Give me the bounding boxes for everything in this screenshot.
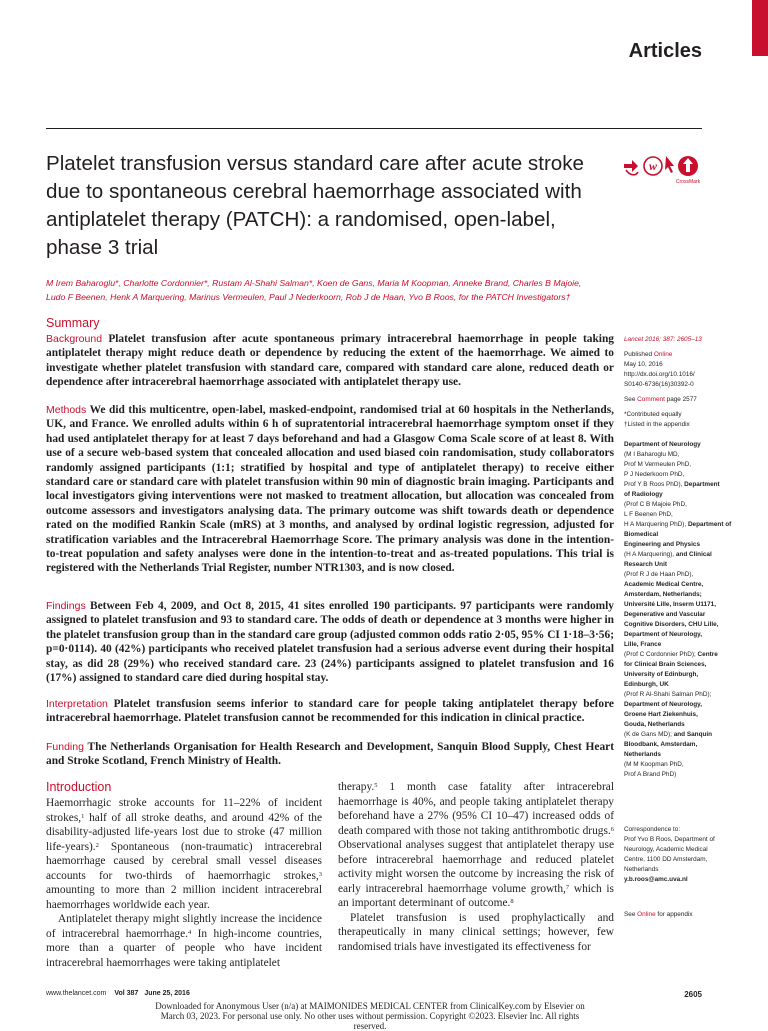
appendix-line [624,910,738,920]
sidebar-appendix-note [624,910,738,920]
affiliation-line: (Prof R J de Haan PhD), [624,571,694,578]
section-label: Articles [628,40,702,62]
sidebar-affiliations [624,440,738,780]
affiliation-line: Prof A Brand PhD) [624,771,677,778]
affiliation-line [624,550,738,560]
affiliation-line: for Clinical Brain Sciences, [624,661,707,668]
contributed-note: *Contributed equally [624,411,682,418]
affiliation-line [624,650,738,660]
funding-text: The Netherlands Organisation for Health Research and Development, Sanquin Blood Supply, Chest Heart and Stroke Scotland, French Ministry of Health. [46,741,614,768]
see-comment-line [624,395,738,405]
affiliation-line: Université Lille, Inserm U1171, [624,601,716,608]
affiliation-line: P J Nederkoorn PhD, [624,471,685,478]
appendix-suffix: for appendix [655,911,693,918]
intro-text: amounting to more than 2 million incident intracerebral haemorrhages worldwide each year. [46,884,322,911]
see-prefix: See [624,396,638,403]
listed-note: †Listed in the appendix [624,421,690,428]
web-icon [644,157,662,175]
correspondence-email-link[interactable]: y.b.roos@amc.uva.nl [624,876,688,883]
reference-link[interactable]: 2 [95,841,99,849]
section-color-tab [752,0,768,56]
reference-link[interactable]: 5 [374,782,378,789]
affiliation-line: L F Beenen PhD, [624,511,673,518]
background-label: Background [46,333,103,345]
summary-funding [46,740,614,769]
affiliation-line: (Prof R Al-Shahi Salman PhD); [624,691,712,698]
correspondence-line: Prof Yvo B Roos, Department of [624,836,715,843]
reference-link[interactable]: 3 [318,870,322,878]
correspondence-line: Correspondence to: [624,826,681,833]
see-suffix: page 2577 [664,396,697,403]
author-list [46,276,606,304]
intro-text: Observational analyses suggest that antiplatelet therapy use before intracerebral haemorrhage and reduced platelet activity might worsen the outcome by increasing the risk of early intracerebral haemorrhage volume growth, [338,839,614,895]
background-text: Platelet transfusion after acute spontaneous primary intracerebral haemorrhage in people taking antiplatelet therapy might reduce death or dependence by reducing the extent of the haemorrhage. We aimed to investigate whether platelet transfusion with standard care, compared with standard care alone, reduced death or dependence after intracerebral haemorrhage associated with antiplatelet therapy use. [46,333,614,389]
arrow-icon [624,160,638,175]
findings-label: Findings [46,600,86,612]
reference-link[interactable]: 8 [510,898,514,905]
header-rule [46,128,702,129]
summary-interpretation [46,697,614,726]
intro-paragraph: Platelet transfusion is used prophylactically and therapeutically in many clinical settings; however, few randomised trials have investigated its effectiveness for [338,911,614,953]
intro-paragraph [338,780,614,911]
volume-label: Vol 387 [114,990,139,997]
affiliation-line: Department of Neurology, [624,631,702,638]
intro-text: 1 month case fatality after intracerebral haemorrhage is 40%, and people taking antiplatelet therapy beforehand have a 27% (95% CI 10–47) increased odds of death compared with those not taking antithrombotic drugs. [338,781,614,837]
affiliation-text: (Prof C Cordonnier PhD); [624,651,698,658]
doi-link[interactable]: http://dx.doi.org/10.1016/ [624,371,695,378]
author-line: Ludo F Beenen, Henk A Marquering, Marinus Vermeulen, Paul J Nederkoorn, Rob J de Haan, Yvo B Roos, for the PATCH Investigators† [46,292,571,302]
affiliation-text: H A Marquering PhD), [624,521,688,528]
author-line: M Irem Baharoglu*, Charlotte Cordonnier*, Rustam Al-Shahi Salman*, Koen de Gans, Maria M Koopman, Anneke Brand, Charles B Majoie, [46,278,582,288]
online-appendix-link[interactable]: Online [637,911,656,918]
affiliation-line [624,480,738,490]
reference-link[interactable]: 4 [188,928,192,936]
svg-text:w: w [648,159,658,173]
affiliation-line: Research Unit [624,561,667,568]
affiliation-line [624,730,738,740]
affiliation-text: Centre [697,651,718,658]
affiliation-line: Cognitive Disorders, CHU Lille, [624,621,719,628]
doi-link[interactable]: S0140-6736(16)30392-0 [624,381,694,388]
affiliation-line: Amsterdam, Netherlands; [624,591,702,598]
correspondence-line: Neurology, Academic Medical [624,846,708,853]
affiliation-line: Engineering and Physics [624,541,700,548]
page-number: 2605 [684,990,702,999]
affiliation-line: Academic Medical Centre, [624,581,704,588]
journal-citation: Lancet 2016; 387: 2605–13 [624,336,702,343]
published-prefix: Published [624,351,654,358]
affiliation-line: Prof M Vermeulen PhD, [624,461,692,468]
introduction-column-left [46,796,322,970]
crossmark-label: CrossMark [675,179,701,185]
intro-text: Antiplatelet therapy might slightly increase the incidence of intracerebral haemorrhage. [46,913,322,940]
affiliation-line: Netherlands [624,751,661,758]
journal-site-link[interactable]: www.thelancet.com [46,990,107,997]
affiliation-line: Department of Neurology [624,441,701,448]
online-link[interactable]: Online [653,351,673,358]
crossmark-icon[interactable] [676,156,701,185]
article-title: Platelet transfusion versus standard care after acute stroke due to spontaneous cerebral haemorrhage associated with antiplatelet therapy (PATCH): a randomised, open-label, phase 3 trial [46,152,585,259]
affiliation-line: Bloodbank, Amsterdam, [624,741,698,748]
correspondence-line: Netherlands [624,866,659,873]
summary-findings [46,599,614,685]
affiliation-line: of Radiology [624,491,663,498]
affiliation-text: Department of Biomedical [624,521,732,538]
summary-heading: Summary [46,316,100,330]
reference-link[interactable]: 7 [565,883,570,891]
pointer-icon [665,156,674,173]
affiliation-line: (M M Koopman PhD, [624,761,684,768]
affiliation-text: Department [684,481,720,488]
affiliation-line: Degenerative and Vascular [624,611,706,618]
methods-label: Methods [46,404,87,416]
introduction-heading: Introduction [46,780,112,794]
intro-text: which is an important determinant of outcome. [338,882,614,909]
affiliation-line: Gouda, Netherlands [624,721,685,728]
page-footer [46,990,190,997]
intro-text: Haemorrhagic stroke accounts for 11–22% of incident strokes, [46,797,322,824]
affiliation-line: (Prof C B Majoie PhD, [624,501,687,508]
affiliation-line: Groene Hart Ziekenhuis, [624,711,698,718]
affiliation-text: and Sanquin [673,731,713,738]
affiliation-line: Lille, France [624,641,662,648]
intro-text: therapy. [338,781,375,793]
affiliation-text: (K de Gans MD); [624,731,674,738]
sidebar-correspondence [624,825,738,885]
affiliation-text: Prof Y B Roos PhD), [624,481,685,488]
comment-link[interactable]: Comment [637,396,665,403]
sidebar-citation-block [624,335,738,430]
interpretation-label: Interpretation [46,698,108,710]
reference-link[interactable]: 1 [81,812,85,820]
interpretation-text: Platelet transfusion seems inferior to standard care for people taking antiplatelet therapy before intracerebral haemorrhage. Platelet transfusion cannot be recommended for this indication in clinical practice. [46,698,614,725]
findings-text: Between Feb 4, 2009, and Oct 8, 2015, 41 sites enrolled 190 participants. 97 participants were randomly assigned to platelet transfusion and 93 to standard care. The odds of death or dependence at 3 months were higher in the platelet transfusion group than in the standard care group (adjusted common odds ratio 2·05, 95% CI 1·18–3·56; p=0·0114). 40 (42%) participants who received platelet transfusion had a serious adverse event during their hospital stay, as did 28 (29%) who received standard care. 23 (24%) participants assigned to platelet transfusion and 16 (17%) assigned to standard care died during hospital stay. [46,600,615,685]
published-date: May 10, 2016 [624,361,663,368]
article-icons [622,152,702,192]
affiliation-line [624,520,738,540]
published-line [624,350,738,360]
issue-date: June 25, 2016 [144,990,190,997]
affiliation-line: Edinburgh, UK [624,681,669,688]
intro-paragraph [46,912,322,970]
summary-methods [46,403,614,576]
appendix-prefix: See [624,911,638,918]
intro-text: half of all stroke deaths, and around 42% of the disability-adjusted life-years lost due to stroke (47 million life-years). [46,811,322,853]
intro-paragraph [46,796,322,912]
affiliation-line: Department of Neurology, [624,701,702,708]
affiliation-line: University of Edinburgh, [624,671,699,678]
intro-text: In high-income countries, more than a quarter of people who have incident intracerebral haemorrhages were taking antiplatelet [46,927,322,969]
introduction-column-right [338,780,614,954]
download-notice: Downloaded for Anonymous User (n/a) at MAIMONIDES MEDICAL CENTER from ClinicalKey.com by Elsevier on March 03, 2023. For personal use only. No other uses without permission. Copyright ©2023. Elsevier Inc. All rights reserved. [155,1001,585,1031]
summary-background [46,332,614,390]
correspondence-line: Centre, 1100 DD Amsterdam, [624,856,708,863]
reference-link[interactable]: 6 [610,825,614,833]
intro-text: Spontaneous (non-traumatic) intracerebral haemorrhage caused by cerebral small vessel diseases accounts for two-thirds of haemorrhagic strokes, [46,840,322,882]
affiliation-line: (M I Baharoglu MD, [624,451,680,458]
affiliation-text: and Clinical [675,551,712,558]
funding-label: Funding [46,741,84,753]
methods-text: We did this multicentre, open-label, masked-endpoint, randomised trial at 60 hospitals in the Netherlands, UK, and France. We enrolled adults within 6 h of supratentorial intracerebral haemorrhage symptom onset if they had used antiplatelet therapy for at least 7 days beforehand and had a Glasgow Coma Scale score of at least 8. With use of a secure web-based system that concealed allocation and used biased coin randomisation, study collaborators randomly assigned participants (1:1; stratified by hospital and type of antiplatelet therapy) to receive either standard care or standard care with platelet transfusion within 90 min of diagnostic brain imaging. Participants and local investigators giving interventions were not masked to treatment allocation, but allocation was concealed from outcome assessors and investigators analysing data. The primary outcome was shift towards death or dependence rated on the modified Rankin Scale (mRS) at 3 months, and analysed by ordinal logistic regression, adjusted for stratification variables and the Intracerebral Haemorrhage Score. The primary analysis was done in the intention-to-treat population and safety analyses were done in the intention-to-treat and as-treated populations. This trial is registered with the Netherlands Trial Register, number NTR1303, and is now closed. [46,404,614,575]
affiliation-text: (H A Marquering), [624,551,676,558]
